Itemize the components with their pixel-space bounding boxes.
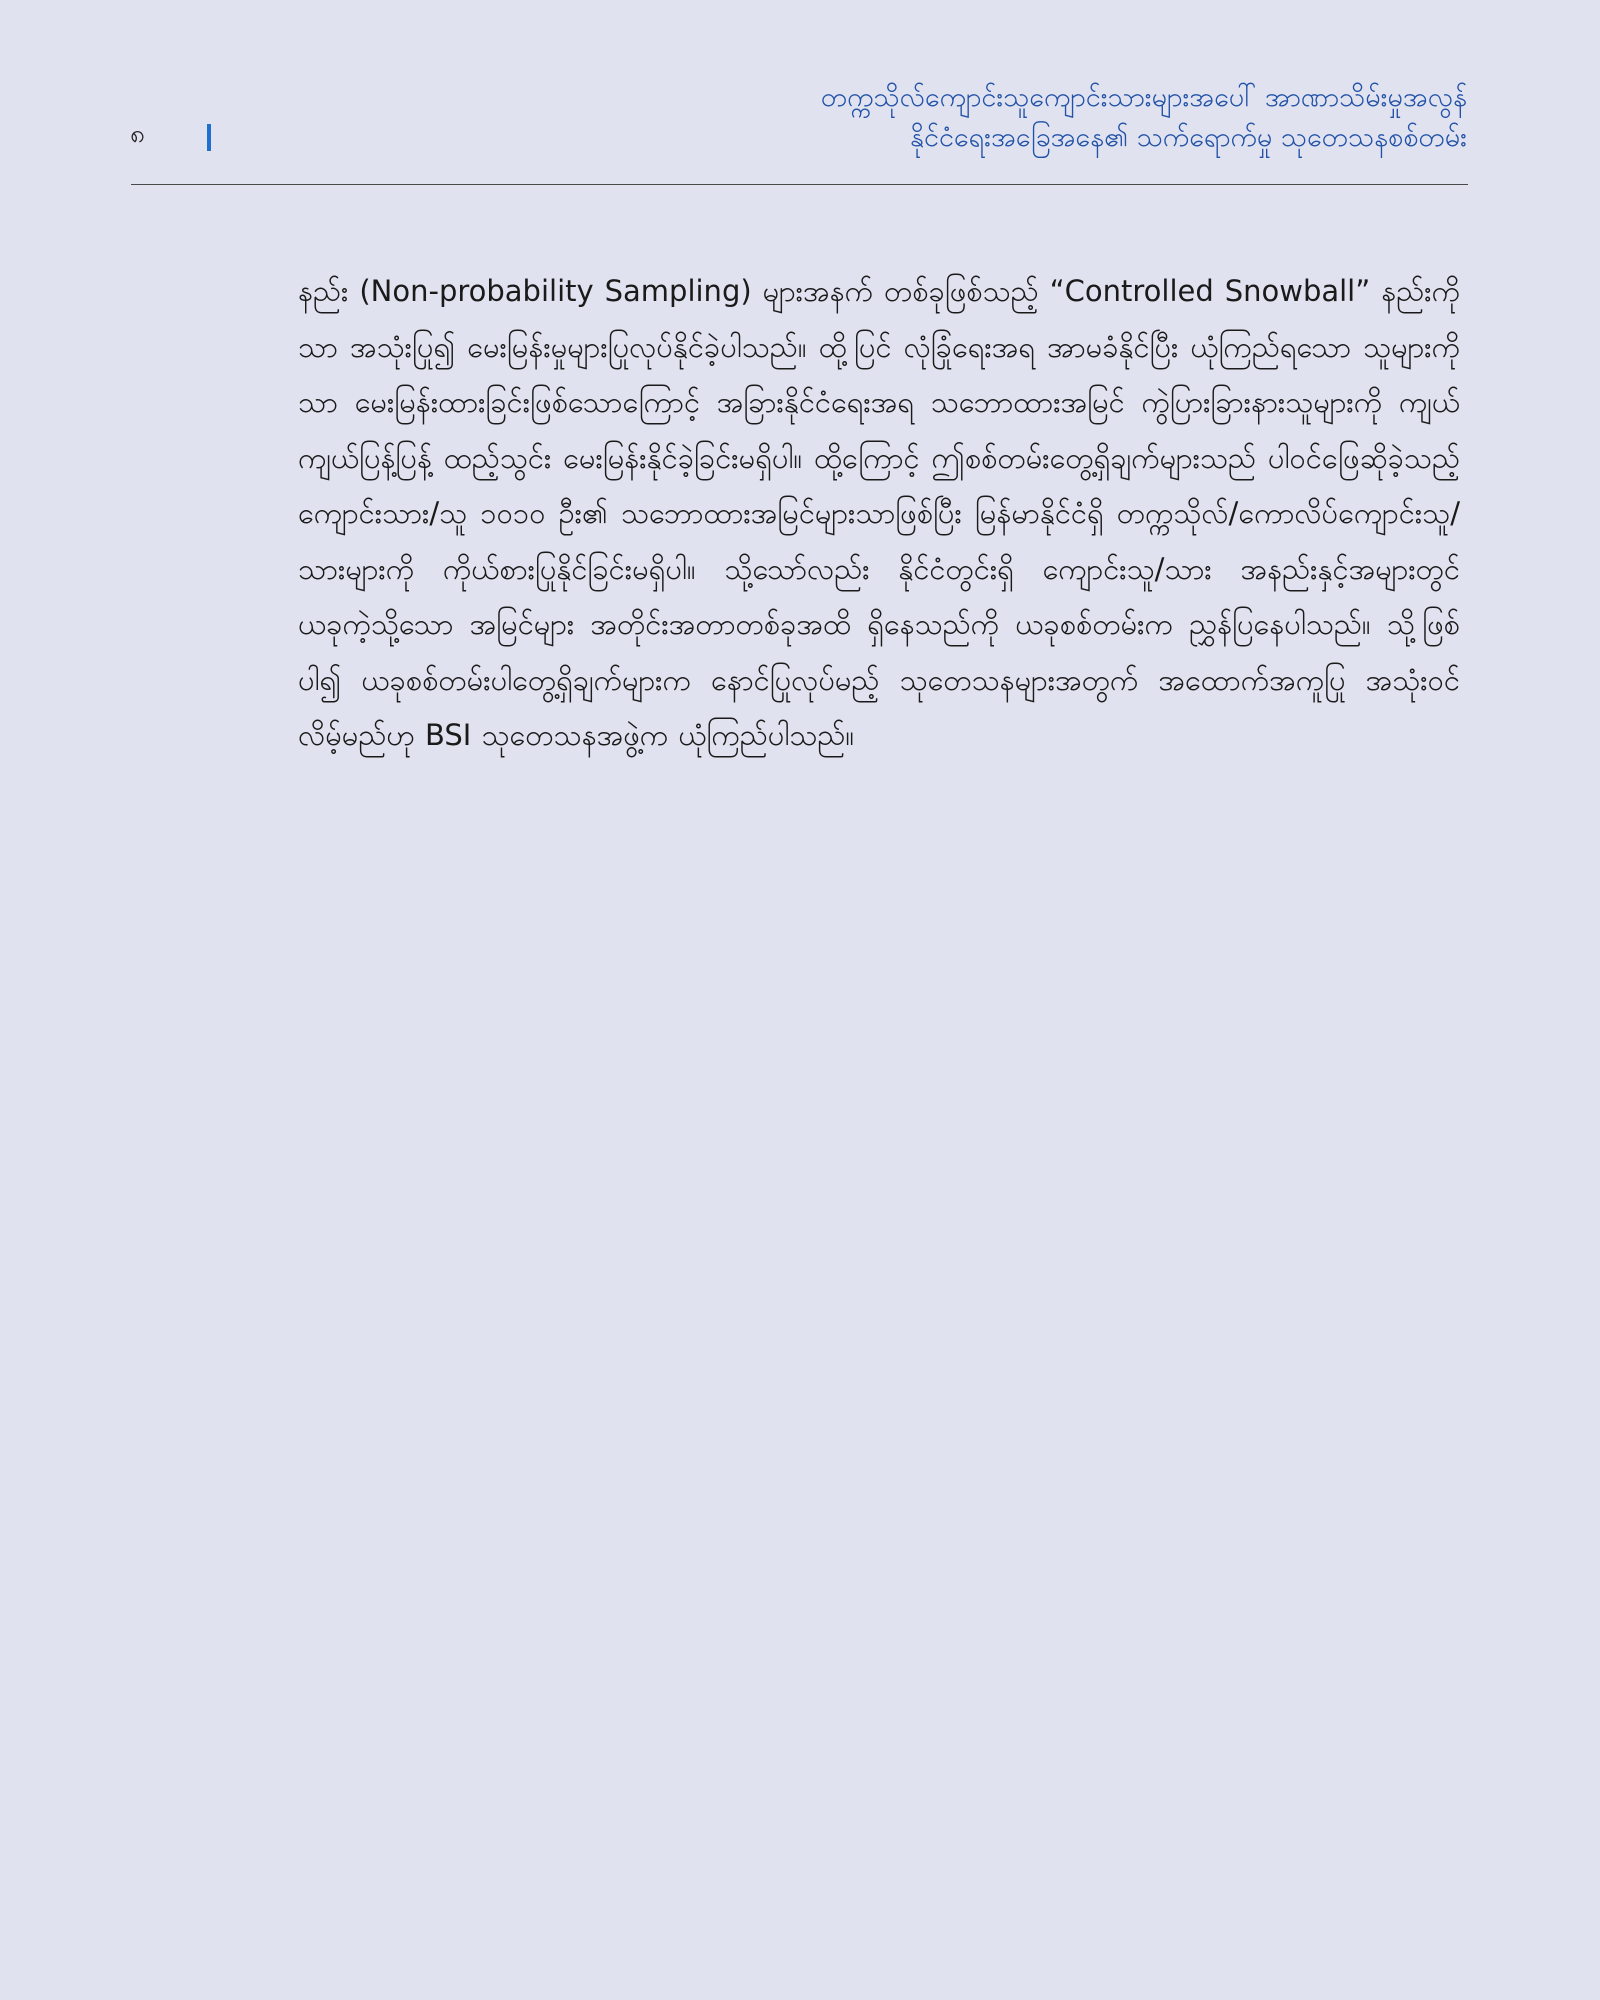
header-divider	[131, 184, 1468, 185]
running-header-line-2: နိုင်ငံရေးအခြေအနေ၏ သက်ရောက်မှု သုတေသနစစ်တမ်း	[910, 122, 1467, 153]
body-paragraph: နည်း (Non-probability Sampling) များအနက် တစ်ခုဖြစ်သည့် “Controlled Snowball” နည်းကိုသာ အသုံးပြု၍ မေးမြန်းမှုများပြုလုပ်နိုင်ခဲ့ပါသည်။ ထို့ပြင် လုံခြုံရေးအရ အာမခံနိုင်ပြီး ယုံကြည်ရသော သူများကိုသာ မေးမြန်းထားခြင်းဖြစ်သောကြောင့် အခြားနိုင်ငံရေးအရ သဘောထားအမြင် ကွဲပြားခြားနားသူများကို ကျယ်ကျယ်ပြန့်ပြန့် ထည့်သွင်း မေးမြန်းနိုင်ခဲ့ခြင်းမရှိပါ။ ထို့ကြောင့် ဤစစ်တမ်းတွေ့ရှိချက်များသည် ပါဝင်ဖြေဆိုခဲ့သည့် ကျောင်းသား/သူ ၁၀၁၀ ဦး၏ သဘောထားအမြင်များသာဖြစ်ပြီး မြန်မာနိုင်ငံရှိ တက္ကသိုလ်/ကောလိပ်ကျောင်းသူ/သားများကို ကိုယ်စားပြုနိုင်ခြင်းမရှိပါ။ သို့သော်လည်း နိုင်ငံတွင်းရှိ ကျောင်းသူ/သား အနည်းနှင့်အများတွင် ယခုကဲ့သို့သော အမြင်များ အတိုင်းအတာတစ်ခုအထိ ရှိနေသည်ကို ယခုစစ်တမ်းက ညွှန်ပြနေပါသည်။ သို့ဖြစ်ပါ၍ ယခုစစ်တမ်းပါတွေ့ရှိချက်များက နောင်ပြုလုပ်မည့် သုတေသနများအတွက် အထောက်အကူပြု အသုံးဝင်လိမ့်မည်ဟု BSI သုတေသနအဖွဲ့က ယုံကြည်ပါသည်။	[298, 274, 1460, 752]
running-header	[567, 78, 1467, 158]
running-header-line-1: တက္ကသိုလ်ကျောင်းသူကျောင်းသားများအပေါ် အာဏာသိမ်းမှုအလွန်	[820, 82, 1467, 113]
page-number: ၈	[130, 119, 145, 149]
page-number-marker	[207, 124, 211, 151]
